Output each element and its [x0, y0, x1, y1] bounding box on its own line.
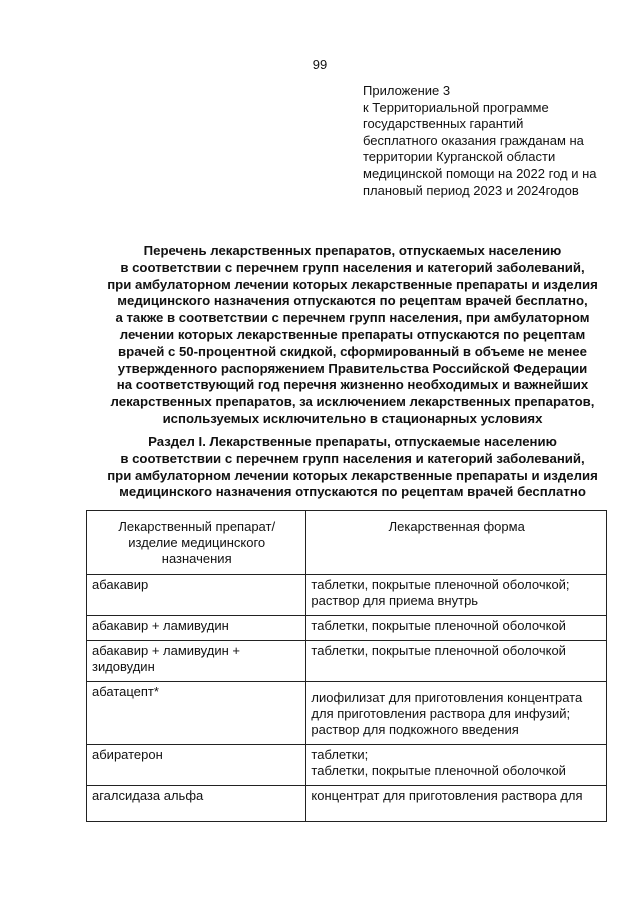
header-text: Лекарственный препарат/ — [118, 519, 276, 534]
dosage-form: таблетки, покрытые пленочной оболочкой — [311, 763, 566, 778]
dosage-form: таблетки; — [311, 747, 369, 762]
form-cell — [306, 745, 607, 786]
drug-cell — [87, 745, 306, 786]
form-cell — [306, 616, 607, 641]
table-row — [87, 786, 607, 822]
form-cell — [306, 682, 607, 745]
heading-line: а также в соответствии с перечнем групп населения, при амбулаторном — [115, 310, 590, 326]
appendix-line: государственных гарантий — [363, 116, 524, 132]
section-heading — [60, 434, 640, 501]
header-text: назначения — [161, 551, 232, 566]
dosage-form: для приготовления раствора для инфузий; — [311, 706, 571, 721]
appendix-line: к Территориальной программе — [363, 99, 549, 115]
form-cell — [306, 641, 607, 682]
table-row — [87, 745, 607, 786]
section-heading-line: Раздел I. Лекарственные препараты, отпускаемые населению — [148, 434, 557, 449]
appendix-note — [363, 83, 625, 199]
header-drug-cell — [87, 511, 306, 575]
table-row — [87, 616, 607, 641]
header-text: изделие медицинского — [128, 535, 266, 550]
drug-cell — [87, 616, 306, 641]
dosage-form: таблетки, покрытые пленочной оболочкой — [311, 618, 566, 633]
appendix-line: бесплатного оказания гражданам на — [363, 132, 584, 148]
appendix-line: плановый период 2023 и 2024годов — [363, 182, 579, 198]
page-number: 99 — [312, 57, 328, 72]
heading-line: в соответствии с перечнем групп населения и категорий заболеваний, — [120, 259, 585, 275]
header-text: Лекарственная форма — [388, 519, 525, 534]
appendix-line: медицинской помощи на 2022 год и на — [363, 165, 597, 181]
table-header-row — [87, 511, 607, 575]
appendix-line: территории Курганской области — [363, 149, 556, 165]
drug-name: абатацепт* — [92, 684, 159, 699]
heading-line: Перечень лекарственных препаратов, отпускаемых населению — [143, 243, 562, 258]
dosage-form: раствор для приема внутрь — [311, 593, 479, 608]
table-row — [87, 641, 607, 682]
drug-name: абакавир + ламивудин — [92, 618, 229, 633]
section-heading-line: медицинского назначения отпускаются по рецептам врачей бесплатно — [119, 484, 586, 500]
appendix-line: Приложение 3 — [363, 83, 451, 98]
drug-cell — [87, 682, 306, 745]
drug-name: абакавир — [92, 577, 149, 592]
heading-line: врачей с 50-процентной скидкой, сформированный в объеме не менее — [118, 343, 587, 359]
table-row — [87, 575, 607, 616]
heading-line: используемых исключительно в стационарных условиях — [162, 410, 543, 426]
heading-line: при амбулаторном лечении которых лекарственные препараты и изделия — [107, 276, 598, 292]
dosage-form: таблетки, покрытые пленочной оболочкой — [311, 643, 566, 658]
drug-cell — [87, 786, 306, 822]
drug-cell — [87, 641, 306, 682]
dosage-form: лиофилизат для приготовления концентрата — [311, 690, 583, 705]
heading-line: утвержденного распоряжением Правительства Российской Федерации — [117, 360, 588, 376]
heading-line: лекарственных препаратов, за исключением лекарственных препаратов, — [110, 394, 595, 410]
drug-cell — [87, 575, 306, 616]
dosage-form: концентрат для приготовления раствора для — [311, 788, 583, 803]
table-row — [87, 682, 607, 745]
dosage-form: таблетки, покрытые пленочной оболочкой; — [311, 577, 570, 592]
main-heading — [60, 243, 640, 428]
drug-name: абиратерон — [92, 747, 163, 762]
drug-name: агалсидаза альфа — [92, 788, 204, 803]
heading-line: лечении которых лекарственные препараты отпускаются по рецептам — [119, 326, 586, 342]
heading-line: медицинского назначения отпускаются по рецептам врачей бесплатно, — [117, 293, 588, 309]
dosage-form: раствор для подкожного введения — [311, 722, 519, 737]
section-heading-line: при амбулаторном лечении которых лекарственные препараты и изделия — [107, 467, 598, 483]
drug-name: абакавир + ламивудин + — [92, 643, 240, 658]
drug-name: зидовудин — [92, 659, 155, 674]
section-heading-line: в соответствии с перечнем групп населения и категорий заболеваний, — [120, 450, 585, 466]
header-form-cell — [306, 511, 607, 575]
drug-table — [86, 510, 607, 822]
form-cell — [306, 575, 607, 616]
heading-line: на соответствующий год перечня жизненно необходимых и важнейших — [116, 377, 589, 393]
form-cell — [306, 786, 607, 822]
